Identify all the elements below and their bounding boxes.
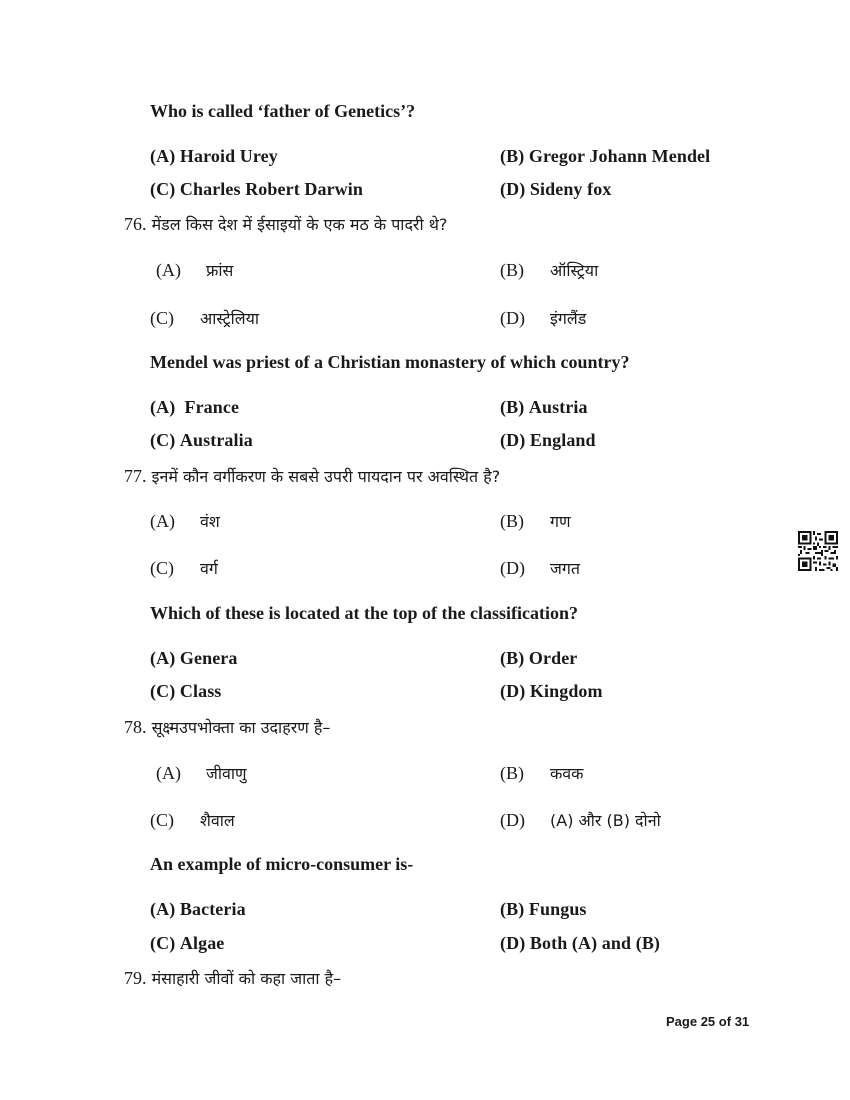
question-78-english: An example of micro-consumer is- xyxy=(150,854,414,874)
q75-option-a: (A) Haroid Urey xyxy=(150,146,278,166)
question-77-english: Which of these is located at the top of the classification? xyxy=(150,603,578,623)
q76-option-c: (C) Australia xyxy=(150,430,253,450)
question-75-english: Who is called ‘father of Genetics’? xyxy=(150,101,416,121)
q76-hindi-option-b: (B) ऑस्ट्रिया xyxy=(500,260,599,280)
q78-hindi-option-a: (A) जीवाणु xyxy=(156,763,247,783)
q76-option-a: (A) France xyxy=(150,397,240,417)
q75-option-c: (C) Charles Robert Darwin xyxy=(150,179,363,199)
q77-option-a: (A) Genera xyxy=(150,648,238,668)
q77-option-c: (C) Class xyxy=(150,681,222,701)
q76-hindi-option-a: (A) फ्रांस xyxy=(156,260,234,280)
question-76-hindi: 76. मेंडल किस देश में ईसाइयों के एक मठ के पादरी थे? xyxy=(124,214,448,234)
q78-option-a: (A) Bacteria xyxy=(150,899,246,919)
q75-option-d: (D) Sideny fox xyxy=(500,179,612,199)
q78-hindi-option-b: (B) कवक xyxy=(500,763,584,783)
q77-hindi-option-d: (D) जगत xyxy=(500,558,581,578)
q78-option-b: (B) Fungus xyxy=(500,899,587,919)
qr-code-icon xyxy=(798,531,838,571)
q78-option-d: (D) Both (A) and (B) xyxy=(500,933,661,953)
question-77-hindi: 77. इनमें कौन वर्गीकरण के सबसे उपरी पायदान पर अवस्थित है? xyxy=(124,466,501,486)
q76-option-b: (B) Austria xyxy=(500,397,588,417)
q76-hindi-option-d: (D) इंगलैंड xyxy=(500,308,587,328)
q75-option-b: (B) Gregor Johann Mendel xyxy=(500,146,711,166)
q77-option-b: (B) Order xyxy=(500,648,578,668)
q77-option-d: (D) Kingdom xyxy=(500,681,603,701)
q77-hindi-option-a: (A) वंश xyxy=(150,511,220,531)
q77-hindi-option-b: (B) गण xyxy=(500,511,571,531)
question-79-hindi: 79. मंसाहारी जीवों को कहा जाता है– xyxy=(124,968,342,988)
q76-hindi-option-c: (C) आस्ट्रेलिया xyxy=(150,308,260,328)
page-number: Page 25 of 31 xyxy=(666,1014,750,1029)
q78-hindi-option-d: (D) (A) और (B) दोनो xyxy=(500,810,661,830)
q78-option-c: (C) Algae xyxy=(150,933,225,953)
question-76-english: Mendel was priest of a Christian monastery of which country? xyxy=(150,352,630,372)
q78-hindi-option-c: (C) शैवाल xyxy=(150,810,235,830)
q77-hindi-option-c: (C) वर्ग xyxy=(150,558,218,578)
question-78-hindi: 78. सूक्ष्मउपभोक्ता का उदाहरण है– xyxy=(124,717,331,737)
q76-option-d: (D) England xyxy=(500,430,596,450)
